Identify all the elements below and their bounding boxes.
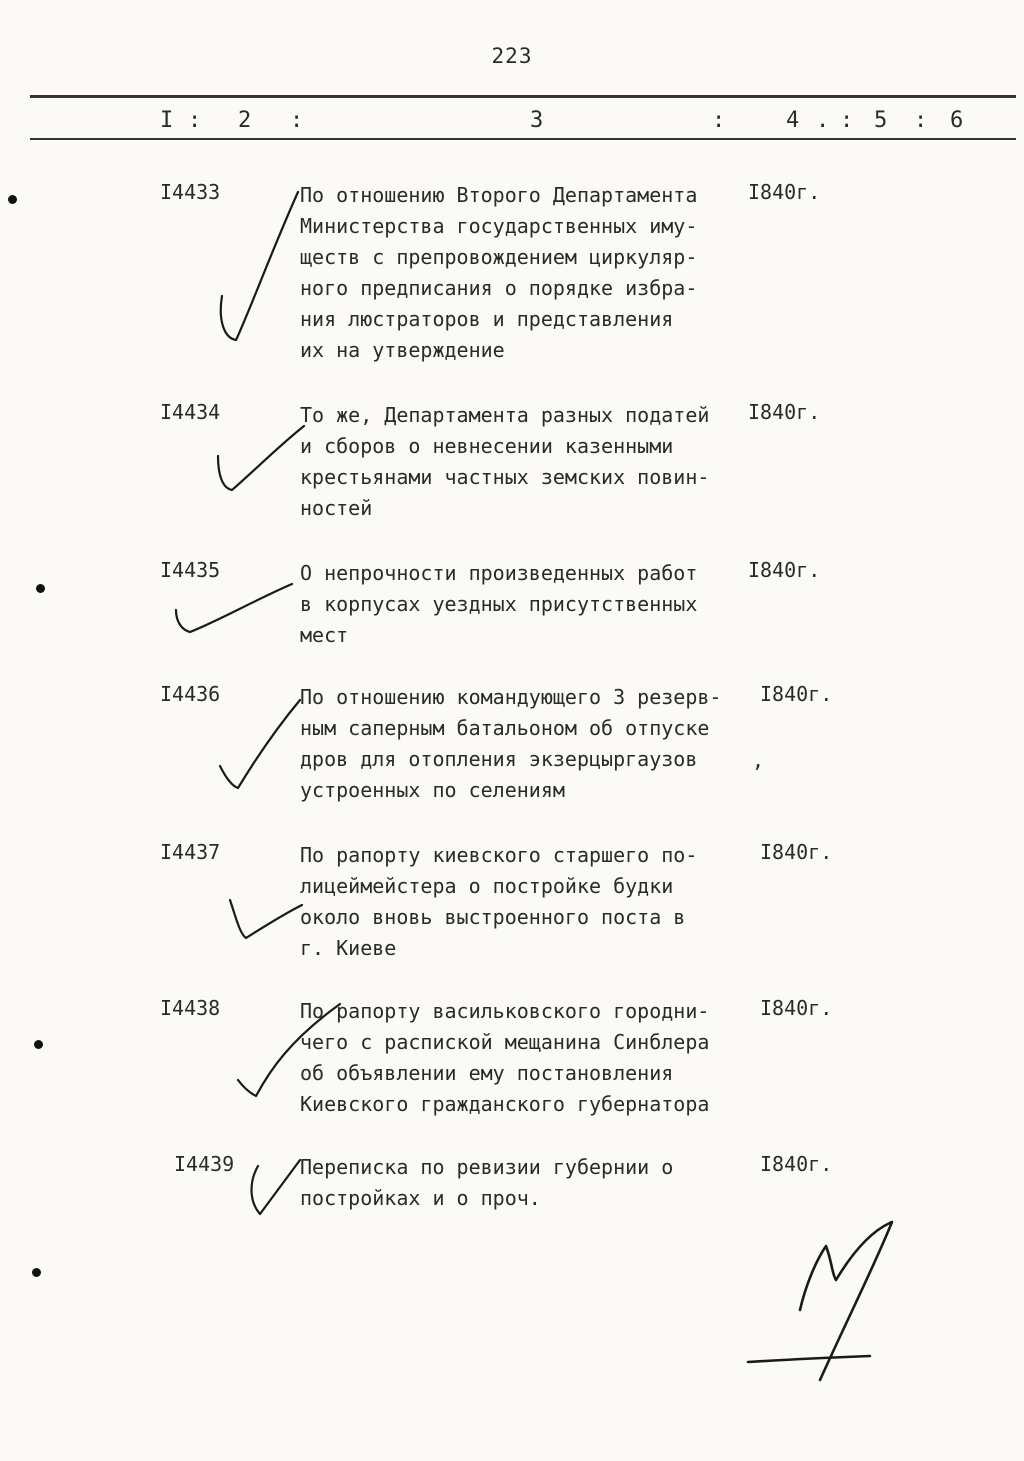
record-description: По отношению Второго Департамента Министерства государственных иму- ществ с препровождением циркуляр- ного предписания о порядке избра- ния люстраторов и представления их на утверждение: [300, 183, 698, 362]
record-year: I840г.: [760, 840, 833, 864]
column-header-1: I: [160, 108, 174, 133]
record-year: I840г.: [748, 400, 821, 424]
record-year: I840г.: [760, 682, 833, 706]
check-mark-icon: [218, 426, 304, 490]
column-separator: :: [712, 108, 726, 133]
check-mark-icon: [238, 1004, 340, 1096]
record-number: I4438: [160, 996, 221, 1020]
record-year: I840г.: [748, 180, 821, 204]
record-number: I4437: [160, 840, 221, 864]
record-number: I4439: [174, 1152, 235, 1176]
check-mark-icon: [176, 584, 292, 632]
record-description: По рапорту васильковского городни- чего с распиской мещанина Синблера об объявлении ему постановления Киевского гражданского губернатора: [300, 999, 710, 1116]
column-separator: :: [840, 108, 854, 133]
record-description: Переписка по ревизии губернии о постройках и о проч.: [300, 1155, 674, 1210]
record-description: О непрочности произведенных работ в корпусах уездных присутственных мест: [300, 561, 698, 647]
record-description: По отношению командующего 3 резерв- ным саперным батальоном об отпуске дров для отопления экзерцыргаузов устроенных по селениям: [300, 685, 722, 802]
page-number: 223: [491, 44, 533, 68]
record-year: I840г.: [760, 1152, 833, 1176]
ditto-mark: ,: [752, 748, 765, 772]
column-header-5: 5: [874, 108, 888, 133]
column-header-3: 3: [530, 108, 544, 133]
column-header-4: 4: [786, 108, 800, 133]
check-mark-icon: [230, 900, 302, 938]
record-description: По рапорту киевского старшего по- лицеймейстера о постройке будки около вновь выстроенного поста в г. Киеве: [300, 843, 698, 960]
column-separator: :: [290, 108, 304, 133]
record-number: I4433: [160, 180, 221, 204]
check-mark-icon: [252, 1160, 301, 1214]
record-year: I840г.: [748, 558, 821, 582]
column-header-2: 2: [238, 108, 252, 133]
margin-dot: [36, 584, 45, 593]
margin-dot: [34, 1040, 43, 1049]
check-mark-icon: [220, 700, 300, 788]
column-separator: :: [188, 108, 202, 133]
record-number: I4435: [160, 558, 221, 582]
column-header-dot: .: [816, 108, 830, 133]
record-number: I4436: [160, 682, 221, 706]
column-header-6: 6: [950, 108, 964, 133]
margin-dot: [8, 195, 17, 204]
record-year: I840г.: [760, 996, 833, 1020]
record-description: То же, Департамента разных податей и сборов о невнесении казенными крестьянами частных земских повин- ностей: [300, 403, 710, 520]
signature-underline: [748, 1356, 870, 1362]
check-mark-icon: [221, 192, 298, 340]
margin-dot: [32, 1268, 41, 1277]
record-number: I4434: [160, 400, 221, 424]
column-separator: :: [914, 108, 928, 133]
